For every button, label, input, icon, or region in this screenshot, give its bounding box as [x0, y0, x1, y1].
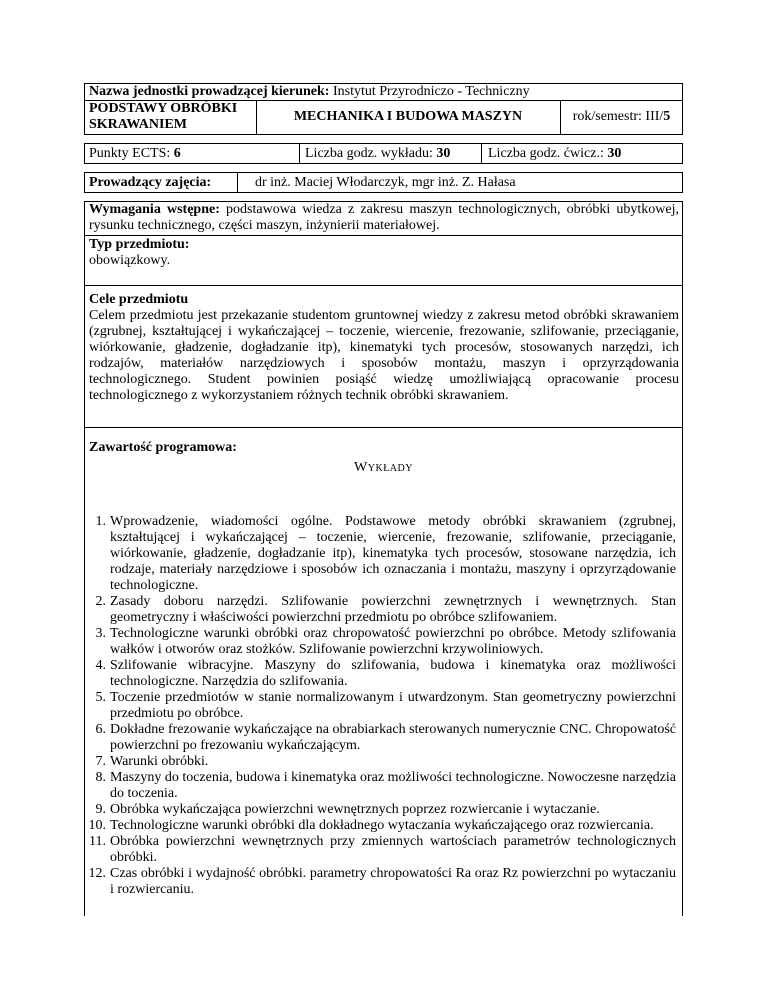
lecture-item: 3. Technologiczne warunki obróbki oraz chropowatość powierzchni po obróbce. Metody szlifowania wałków i otworów oraz stożków. Szlifowanie powierzchni krzywoliniowych.	[95, 626, 676, 657]
ects-divider-2	[481, 143, 482, 164]
lecture-item: 2. Zasady doboru narzędzi. Szlifowanie powierzchni zewnętrznych i wewnętrznych. Stan geometryczny i właściwości powierzchni przedmiotu po obróbce szlifowaniem.	[95, 594, 676, 625]
lecture-item: 5. Toczenie przedmiotów w stanie normalizowanym i utwardzonym. Stan geometryczny powierzchni przedmiotu po obróbce.	[95, 690, 676, 721]
field-name: MECHANIKA I BUDOWA MASZYN	[293, 109, 523, 124]
teacher-value: dr inż. Maciej Włodarczyk, mgr inż. Z. Hałasa	[255, 175, 516, 190]
goals	[89, 292, 679, 404]
subject-type	[89, 237, 679, 269]
lecture-item: 10. Technologiczne warunki obróbki dla dokładnego wytaczania wykańczającego oraz rozwiercania.	[88, 818, 654, 833]
unit-value: Instytut Przyrodniczo - Techniczny	[332, 84, 530, 99]
lecture-hours: Liczba godz. wykładu: 30	[305, 146, 451, 161]
year-semester: rok/semestr: III/5	[572, 109, 671, 124]
subject-type-label: Typ przedmiotu:	[89, 237, 190, 252]
unit-row	[89, 84, 679, 100]
lecture-item: 11. Obróbka powierzchni wewnętrznych przy zmiennych wartościach parametrów technologicznych obróbki.	[89, 834, 676, 865]
subject-type-value: obowiązkowy.	[89, 253, 171, 268]
ects-divider-1	[299, 143, 300, 164]
program-label: Zawartość programowa:	[89, 440, 237, 455]
content-divider-2	[84, 285, 683, 286]
goals-text: Celem przedmiotu jest przekazanie studentom gruntownej wiedzy z zakresu metod obróbki skrawaniem (zgrubnej, kształtującej i wykańczającej – toczenie, wiercenie, frezowanie, szlifowanie, przeciąganie, wiórkowanie, gładzenie, dogładzanie itp), kinematyki tych procesów, stosowanych narzędzi, ich rodzajów, materiałów narzędziowych i sposobów montażu, maszyn i oprzyrządowania technologicznego. Student powinien posiąść wiedzę umożliwiającą opracowanie procesu technologicznego z wykorzystaniem różnych technik obróbki skrawaniem.	[89, 308, 679, 403]
requirements	[89, 202, 679, 234]
ects-points: Punkty ECTS: 6	[89, 146, 181, 161]
lecture-list	[84, 514, 676, 898]
teacher-label: Prowadzący zajęcia:	[89, 175, 212, 190]
lecture-item: 4. Szlifowanie wibracyjne. Maszyny do szlifowania, budowa i kinematyka oraz możliwości technologiczne. Narzędzia do szlifowania.	[95, 658, 676, 689]
lecture-item: 7. Warunki obróbki.	[95, 754, 209, 769]
lecture-item: 12. Czas obróbki i wydajność obróbki. parametry chropowatości Ra oraz Rz powierzchni po wytaczaniu i rozwiercaniu.	[88, 866, 676, 897]
exercise-hours: Liczba godz. ćwicz.: 30	[488, 146, 622, 161]
lecture-item: 8. Maszyny do toczenia, budowa i kinematyka oraz możliwości technologiczne. Nowoczesne narzędzia do toczenia.	[95, 770, 677, 801]
lecture-item: 6. Dokładne frezowanie wykańczające na obrabiarkach sterowanych numerycznie CNC. Chropowatość powierzchni po frezowaniu wykańczającym.	[95, 722, 676, 753]
requirements-label: Wymagania wstępne:	[89, 202, 220, 217]
teacher-divider	[237, 172, 238, 193]
content-divider-1	[84, 235, 683, 236]
unit-label: Nazwa jednostki prowadzącej kierunek:	[89, 84, 330, 99]
lecture-item: 9. Obróbka wykańczająca powierzchni wewnętrznych poprzez rozwiercanie i wytaczanie.	[95, 802, 600, 817]
subject-name: PODSTAWY OBRÓBKI SKRAWANIEM	[89, 101, 238, 132]
requirements-text: podstawowa wiedza z zakresu maszyn technologicznych, obróbki ubytkowej, rysunku technicznego, części maszyn, inżynierii materiałowej.	[89, 202, 679, 233]
goals-label: Cele przedmiotu	[89, 292, 189, 307]
lecture-item: 1. Wprowadzenie, wiadomości ogólne. Podstawowe metody obróbki skrawaniem (zgrubnej, kształtującej i wykańczającej – toczenie, wiercenie, frezowanie, szlifowanie, przeciąganie, wiórkowanie, gładzenie, dogładzanie itp), kinematyka tych procesów, stosowane narzędzia, ich rodzaje, materiały narzędziowe i sposobów ich oznaczania i montażu, maszyny i oprzyrządowanie technologiczne.	[95, 514, 676, 593]
lectures-title: Wykłady	[354, 460, 413, 475]
content-divider-3	[84, 427, 683, 428]
